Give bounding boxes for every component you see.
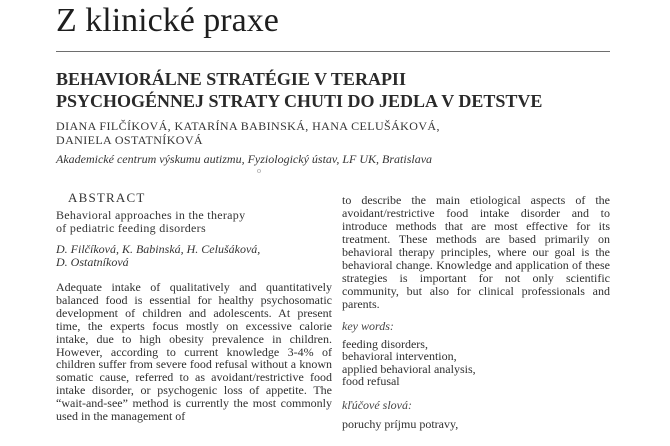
authors-line-2: DANIELA OSTATNÍKOVÁ xyxy=(56,133,203,147)
abstract-heading: ABSTRACT xyxy=(68,190,146,205)
stray-mark: o xyxy=(257,166,261,175)
abstract-title-line-2: of pediatric feeding disorders xyxy=(56,221,206,235)
abstract-column-right xyxy=(342,194,610,430)
keyword-item: food refusal xyxy=(342,374,400,389)
article-authors xyxy=(56,119,576,147)
article-title-line-1: BEHAVIORÁLNE STRATÉGIE V TERAPII xyxy=(56,69,406,89)
keyword-item: feeding disorders, xyxy=(342,337,428,351)
keyword-item: behavioral intervention, xyxy=(342,349,457,364)
abstract-authors xyxy=(56,243,332,269)
abstract-authors-line-2: D. Ostatníková xyxy=(56,255,129,269)
keywords-heading: key words: xyxy=(342,319,394,333)
keywords-list xyxy=(342,338,610,388)
abstract-text-right: to describe the main etiological aspects of the avoidant/restrictive food intake disorder and to introduce methods that are most effective for its treatment. These methods are based primarily on behavioral therapy principles, where our goal is the behavioral change. Knowledge and application of these strategies is important for not only scientific community, but also for clinical professionals and parents. xyxy=(342,193,610,311)
section-title: Z klinické praxe xyxy=(56,2,279,39)
abstract-column-left xyxy=(56,190,332,423)
authors-line-1: DIANA FILČÍKOVÁ, KATARÍNA BABINSKÁ, HANA CELUŠÁKOVÁ, xyxy=(56,119,440,133)
slovak-keyword-item: poruchy príjmu potravy, xyxy=(342,416,459,431)
article-title xyxy=(56,68,636,112)
header-rule xyxy=(56,51,610,52)
slovak-keywords-heading: kľúčové slová: xyxy=(342,397,412,412)
article-title-line-2: PSYCHOGÉNNEJ STRATY CHUTI DO JEDLA V DETSTVE xyxy=(56,91,543,111)
abstract-title xyxy=(56,209,332,235)
abstract-title-line-1: Behavioral approaches in the therapy xyxy=(56,208,246,222)
slovak-keywords-list xyxy=(342,418,610,430)
abstract-text-left: Adequate intake of qualitatively and quantitatively balanced food is essential for healthy psychosomatic development of children and adolescents. At present time, the experts focus mostly on excessive calorie intake, due to high obesity prevalence in children. However, according to current knowledge 3-4% of children suffer from severe food refusal without a known somatic cause, referred to as avoidant/restrictive food intake disorder, or psychogenic loss of appetite. The “wait-and-see” method is currently the most commonly used in the management of xyxy=(56,280,332,424)
abstract-authors-line-1: D. Filčíková, K. Babinská, H. Celušáková, xyxy=(56,242,261,256)
keyword-item: applied behavioral analysis, xyxy=(342,361,476,376)
affiliation: Akademické centrum výskumu autizmu, Fyziologický ústav, LF UK, Bratislava xyxy=(56,152,433,166)
